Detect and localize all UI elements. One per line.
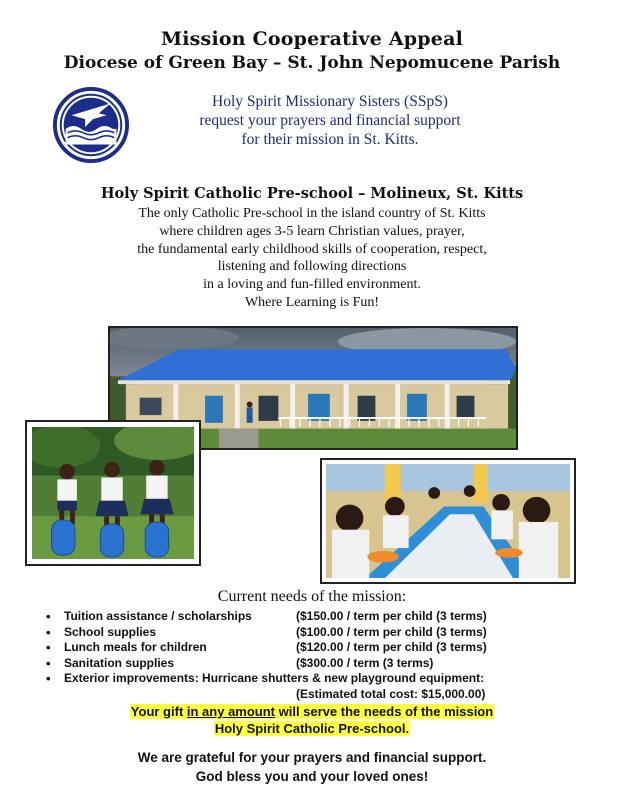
sisters-line: for their mission in St. Kitts.: [241, 131, 419, 148]
closing-line: God bless you and your loved ones!: [195, 769, 429, 784]
children-lunch-photo: [320, 458, 576, 584]
description-line: the fundamental early childhood skills of cooperation, respect,: [137, 241, 487, 257]
list-item: [44, 656, 604, 672]
need-label: School supplies: [64, 624, 157, 639]
list-item: [44, 625, 604, 641]
gift-line: [130, 704, 494, 719]
needs-list: [44, 609, 604, 702]
gift-message: [0, 703, 624, 737]
description-line: listening and following directions: [217, 259, 407, 275]
description-line: Where Learning is Fun!: [244, 294, 380, 310]
need-price: ($150.00 / term per child (3 terms): [296, 609, 487, 623]
needs-title: Current needs of the mission:: [217, 588, 407, 605]
gift-line-2: Holy Spirit Catholic Pre-school.: [214, 721, 410, 736]
children-playground-photo: [25, 420, 201, 566]
need-price: ($120.00 / term per child (3 terms): [296, 640, 487, 654]
gift-text: will serve the needs of the mission: [275, 704, 494, 719]
sisters-line: Holy Spirit Missionary Sisters (SSpS): [212, 93, 448, 110]
school-description: [0, 205, 624, 312]
need-label: Exterior improvements: Hurricane shutters & new playground equipment:: [64, 671, 485, 685]
estimated-cost: (Estimated total cost: $15,000.00): [296, 686, 486, 701]
page-title: Mission Cooperative Appeal: [161, 28, 463, 50]
gift-text: Your gift: [130, 704, 187, 719]
closing-message: [0, 748, 624, 786]
need-label: Lunch meals for children: [64, 640, 207, 654]
school-title: Holy Spirit Catholic Pre-school – Molineux, St. Kitts: [100, 185, 524, 202]
gift-emphasis: in any amount: [186, 704, 276, 719]
sisters-line: request your prayers and financial support: [199, 112, 461, 129]
description-line: The only Catholic Pre-school in the island country of St. Kitts: [138, 206, 486, 221]
page-subtitle: Diocese of Green Bay – St. John Nepomucene Parish: [63, 53, 561, 73]
list-item: [44, 640, 604, 656]
description-line: in a loving and fun-filled environment.: [203, 277, 421, 293]
list-item: [44, 609, 604, 625]
closing-line: We are grateful for your prayers and financial support.: [137, 750, 487, 765]
description-line: where children ages 3-5 learn Christian values, prayer,: [159, 223, 465, 239]
list-item: [44, 671, 604, 687]
ssps-logo-icon: [52, 86, 130, 164]
need-price: ($100.00 / term per child (3 terms): [296, 624, 487, 639]
need-price: ($300.00 / term (3 terms): [296, 655, 434, 670]
need-label: Tuition assistance / scholarships: [64, 609, 252, 623]
sisters-appeal: [170, 92, 490, 149]
need-label: Sanitation supplies: [64, 655, 175, 670]
